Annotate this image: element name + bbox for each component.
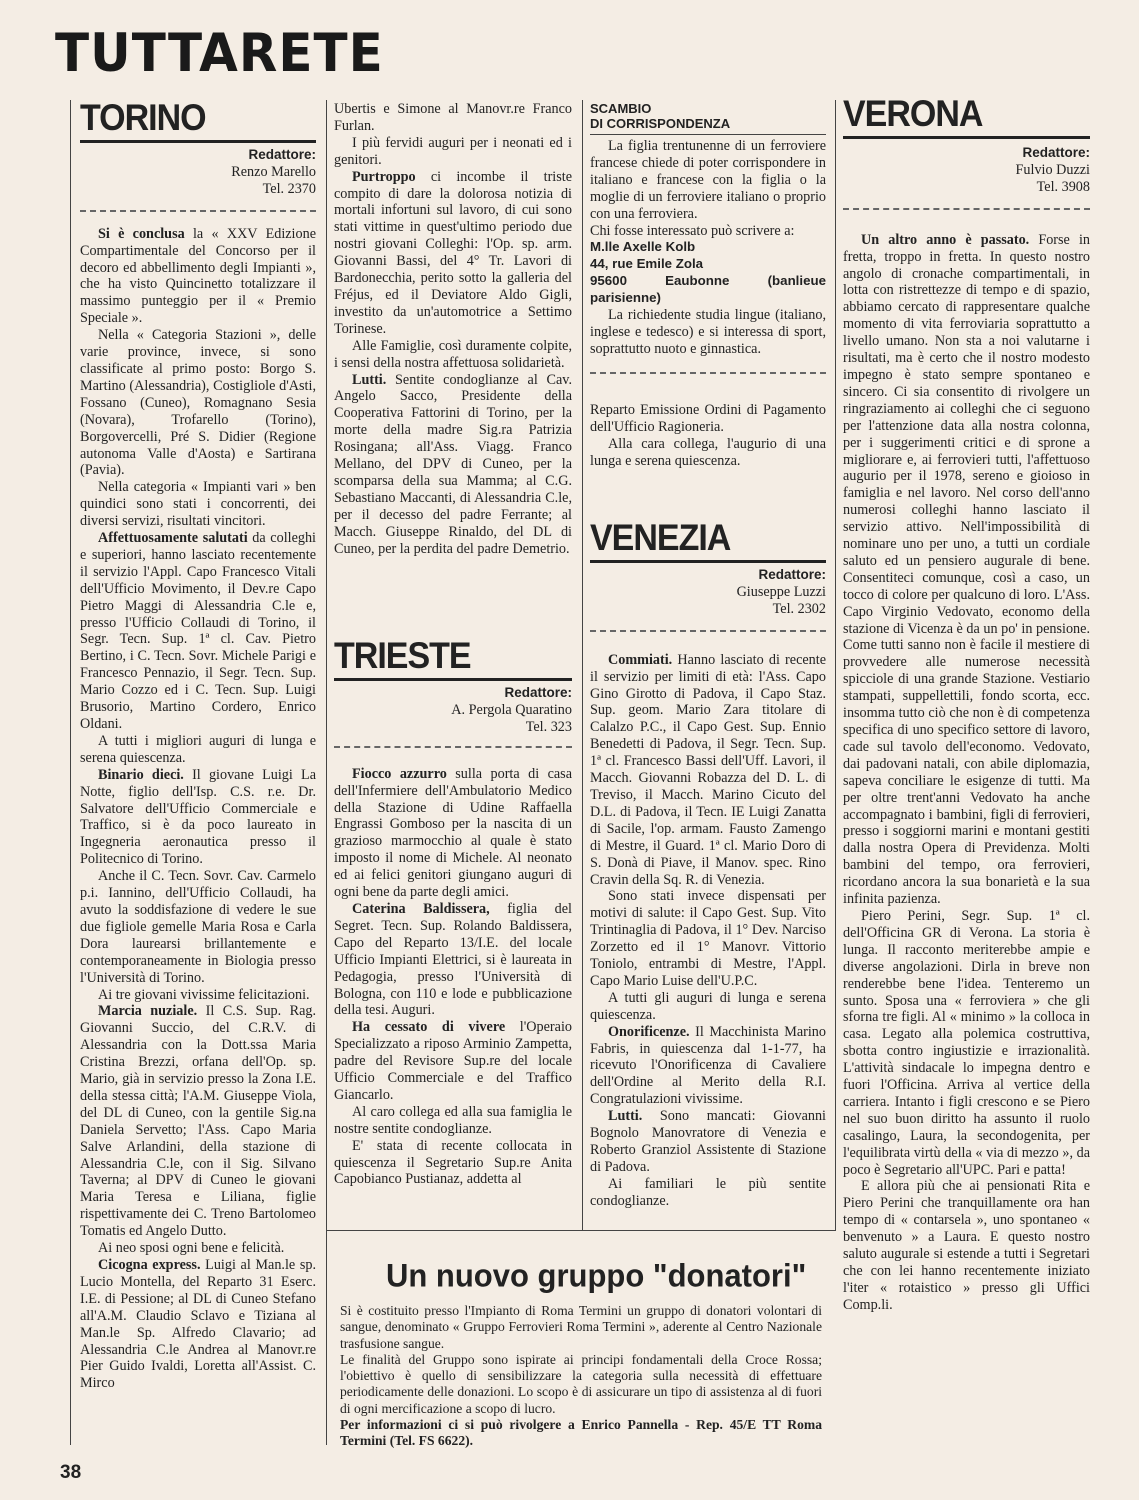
venezia-p4-lead: Onorificenze.: [608, 1023, 690, 1040]
box-rule-top: [326, 1230, 836, 1231]
torino-editor-label: Redattore:: [248, 147, 316, 162]
torino-article-cicogna: [80, 1257, 316, 1392]
torino-article-marcia: [80, 1003, 316, 1240]
col2-article-purtroppo: [334, 169, 572, 338]
trieste-p1-text: sulla porta di casa dell'Infermiere dell'Ambulatorio Medico della Stazione di Udine Raffaella Engrassi Gomboso per la nascita di un grazioso marmocchio al quale è stato imposto il nome di Michele. Al neonato ed ai felici genitori giungano auguri di ogni bene da parte degli amici.: [334, 765, 572, 901]
trieste-section: [334, 635, 572, 1188]
torino-article-saluti: [80, 530, 316, 733]
scambio-address-3: 95600 Eaubonne (banlieue parisienne): [590, 273, 826, 306]
scambio-heading-2: DI CORRISPONDENZA: [590, 116, 731, 131]
venezia-p6: Ai familiari le più sentite condoglianze.: [590, 1175, 826, 1209]
venezia-editor-label: Redattore:: [758, 567, 826, 582]
verona-editor: [843, 145, 1090, 196]
torino-section: [80, 97, 317, 1392]
torino-p8: Ai tre giovani vivissime felicitazioni.: [98, 986, 310, 1003]
scambio-address-2: 44, rue Emile Zola: [590, 256, 704, 272]
torino-p4-lead: Affettuosamente salutati: [98, 530, 248, 547]
trieste-editor-label: Redattore:: [504, 685, 572, 700]
scambio-section: [590, 101, 826, 469]
trieste-editor-name: A. Pergola Quaratino: [451, 701, 572, 718]
verona-title: VERONA: [843, 93, 983, 135]
venezia-editor-tel: Tel. 2302: [772, 600, 826, 617]
torino-article-concorso: [80, 226, 316, 327]
venezia-article-onorificenze: [590, 1024, 826, 1109]
masthead: TUTTARETE: [55, 22, 384, 84]
page-number: 38: [60, 1462, 82, 1483]
scambio-bottom-rule: [590, 372, 826, 374]
verona-editor-tel: Tel. 3908: [1036, 178, 1090, 195]
venezia-editor: [590, 567, 826, 618]
torino-p4-text: da colleghi e superiori, hanno lasciato recentemente il servizio l'Appl. Capo Francesco Vitali dell'Ufficio Movimento, il Dev.re Capo Pietro Maggi di Alessandria C.le e, presso l'Ufficio Collaudi di Torino, il Segr. Tecn. Sup. 1ª cl. Cav. Pietro Bertino, i C. Tecn. Sovr. Michele Parigi e Francesco Pennazio, il Segr. Tecn. Sup. Mario Cozzo ed i C. Tecn. Sup. Luigi Brusorio, Martino Cordero, Enrico Oldani.: [80, 530, 317, 732]
column-rule-2: [326, 100, 327, 1445]
verona-title-rule: [843, 136, 1090, 139]
torino-editor-name: Renzo Marello: [231, 163, 316, 180]
venezia-p4-text: Il Macchinista Marino Fabris, in quiescenza dal 1-1-77, ha ricevuto l'Onorificenza di Cavaliere dell'Ordine al Merito della R.I. Congratulazioni vivissime.: [590, 1023, 826, 1108]
torino-continuation: [334, 101, 572, 557]
torino-p10: Ai neo sposi ogni bene e felicità.: [98, 1240, 285, 1257]
trieste-editor-rule: [334, 746, 572, 748]
torino-editor-rule: [80, 210, 316, 212]
torino-p11-text: Luigi al Man.le sp. Lucio Montella, del Reparto 31 Eserc. I.E. di Pessione; al DL di Cuneo Stefano all'A.M. Claudio Sclavo e Tiziana al Man.le Sp. Alfredo Clavario; ad Alessandria C.le Andrea al Manovr.re Pier Guido Ivaldi, Loretta all'Assist. C. Mirco: [80, 1257, 316, 1392]
trieste-continuation-p1: Reparto Emissione Ordini di Pagamento dell'Ufficio Ragioneria.: [590, 401, 826, 435]
column-rule-3: [582, 100, 583, 1230]
venezia-p5-lead: Lutti.: [608, 1108, 643, 1125]
torino-p6-text: Il giovane Luigi La Notte, figlio dell'Isp. C.S. r.e. Dr. Salvatore dell'Ufficio Commerciale e Traffico, si è da poco laureato in Ingegneria aeronautica presso il Politecnico di Torino.: [80, 766, 316, 868]
verona-editor-name: Fulvio Duzzi: [1015, 161, 1090, 178]
donatori-p1: Si è costituito presso l'Impianto di Roma Termini un gruppo di donatori volontari di sangue, denominato « Gruppo Ferrovieri Roma Termini », aderente al Centro Nazionale trasfusione sangue.: [340, 1303, 822, 1351]
torino-p1-text: la « XXV Edizione Compartimentale del Concorso per il decoro ed abbellimento degli Impianti », che ha visto Quincinetto totalizzare il massimo punteggio per il « Premio Speciale ».: [80, 225, 316, 327]
venezia-editor-rule: [590, 630, 826, 632]
trieste-editor: [334, 685, 572, 736]
col2-p5-lead: Lutti.: [352, 371, 387, 388]
torino-p3: Nella categoria « Impianti vari » ben quindici sono stati i concorrenti, dei diversi servizi, risultati vincitori.: [80, 479, 316, 530]
col2-p2: I più fervidi auguri per i neonati ed i genitori.: [334, 134, 572, 168]
verona-p1-text: Forse in fretta, troppo in fretta. In questo nostro angolo di cronache compartimentali, in lotta con ristrettezze di tempo e di spazio, abbiamo cercato di rappresentare qualche momento di vita ferroviaria soprattutto a livello umano. Non sta a noi valutarne i risultati, ma è certo che il nostro modesto impegno è stato sempre spontaneo e sincero. Ci sia consentito di rivolgere un ringraziamento ai colleghi che ci seguono per l'attenzione data alla nostra colonna, per i suggerimenti critici e di sprone a migliorare e, ai ferrovieri tutti, l'affettuoso augurio per il 1978, sereno e gioioso in famiglia e nel lavoro. Nel corso dell'anno numerosi colleghi hanno lasciato il servizio attivo. Nell'impossibilità di nominare uno per uno, a tutti un cordiale saluto ed un pensiero augurale di bene. Consentiteci comunque, così a caso, un tocco di colore per qualcuno di loro. L'Ass. Capo Virginio Vedovato, economo della stazione di Vicenza è da un po' in pensione. Come tutti sanno non è facile il mestiere di provvedere alle numerose necessità spicciole di una grande Stazione. Vestiario stampati, suppellettili, fondo scorta, ecc. insomma tutto ciò che non è di competenza specifica di uno specifico settore di lavoro, cade sul tavolo dell'economo. Vedovato, dai padovani natali, con abile diplomazia, sapeva conciliare le esigenze di tutti. Ma per oltre trent'anni Vedovato ha anche accompagnato i bambini, figli di ferrovieri, presso i soggiorni marini e montani gestiti dalla nostra Opera di Previdenza. Molti bambini del tempo, ora ferrovieri, ricordano ancora la sua bonarietà e la sua infinita pazienza.: [843, 231, 1090, 908]
venezia-p3: A tutti gli auguri di lunga e serena quiescenza.: [590, 989, 826, 1023]
venezia-title-rule: [590, 560, 826, 563]
venezia-article-lutti: [590, 1108, 826, 1176]
torino-p11-lead: Cicogna express.: [98, 1257, 201, 1273]
scambio-p3: La richiedente studia lingue (italiano, inglese e tedesco) e si interessa di sport, soprattutto nuoto e ginnastica.: [590, 307, 826, 357]
torino-p1-lead: Si è conclusa: [98, 225, 185, 242]
trieste-p1-lead: Fiocco azzurro: [352, 765, 447, 782]
venezia-p5-text: Sono mancati: Giovanni Bognolo Manovratore di Venezia e Roberto Granziol Assistente di Stazione di Padova.: [590, 1108, 826, 1175]
col2-p1: Ubertis e Simone al Manovr.re Franco Furlan.: [334, 101, 572, 134]
venezia-title: VENEZIA: [590, 517, 731, 559]
scambio-p1: La figlia trentunenne di un ferroviere francese chiede di poter corrispondere in italiano e francese con la figlia o la moglie di un ferroviere italiano o proprio con una ferroviera.: [590, 138, 826, 222]
col2-p3-lead: Purtroppo: [352, 168, 416, 185]
torino-p7: Anche il C. Tecn. Sovr. Cav. Carmelo p.i. Iannino, dell'Ufficio Collaudi, ha avuto la soddisfazione di vedere le sue due figliole gemelle Maria Rosa e Carla Dora laurearsi brillantemente e contemporaneamente in Biologia presso l'Università di Torino.: [80, 868, 316, 986]
column-rule-4: [835, 100, 836, 1230]
verona-editor-label: Redattore:: [1022, 145, 1090, 160]
trieste-editor-tel: Tel. 323: [525, 718, 572, 735]
venezia-p1-text: Hanno lasciato di recente il servizio per limiti di età: l'Ass. Capo Gino Girotto di Padova, il Capo Staz. Sup. geom. Mario Zara titolare di Calalzo P.C., il Capo Gest. Sup. Ennio Benedetti di Padova, il Segr. Tecn. Sup. 1ª cl. Francesco Bassi dell'Uff. Lavori, il Macch. Giovanni Robazza del D. L. di Treviso, il Macch. Marino Cicuto del D.L. di Padova, il Tecn. IE Luigi Zanatta di Sacile, l'op. armam. Fausto Zamengo di Mestre, il Guard. 1ª cl. Mario Doro di S. Donà di Piave, il Manov. spec. Rino Cravin della Sq. R. di Venezia.: [590, 651, 826, 888]
torino-p6-lead: Binario dieci.: [98, 766, 184, 783]
torino-article-binario: [80, 767, 316, 868]
scambio-heading-1: SCAMBIO: [590, 101, 652, 116]
trieste-p5: E' stata di recente collocata in quiescenza il Segretario Sup.re Anita Capobianco Pustianaz, addetta al: [334, 1137, 572, 1188]
donatori-p2: Le finalità del Gruppo sono ispirate ai principi fondamentali della Croce Rossa; l'obiettivo è quello di sensibilizzare la categoria sulla necessità di effettuare periodicamente delle donazioni. Lo scopo è di assicurare un tipo di assistenza al di fuori di ogni mercificazione a scopo di lucro.: [340, 1351, 822, 1416]
donatori-title: Un nuovo gruppo "donatori": [386, 1257, 807, 1294]
scambio-address-1: M.lle Axelle Kolb: [590, 239, 696, 255]
verona-article-anno: [843, 232, 1090, 908]
torino-p9-text: Il C.S. Sup. Rag. Giovanni Succio, del C.R.V. di Alessandria con la Dott.ssa Maria Cristina Brezzi, orfana dell'Op. sp. Mario, già in servizio presso la Zona I.E. della stessa città; l'A.M. Giuseppe Viola, del DL di Cuneo, con la gentile Sig.na Daniela Servetto; l'Ass. Capo Maria Salve Arlandini, della stazione di Alessandria C.le, con il Sig. Silvano Taverna; al DPV di Cuneo le giovani Maria Teresa e Liliana, figlie rispettivamente dei C. Treno Bartolomeo Tomatis ed Angelo Dutto.: [80, 1003, 317, 1240]
venezia-section: [590, 517, 826, 1210]
col2-p3-text: ci incombe il triste compito di dare la dolorosa notizia di mortali infortuni sul lavoro, di cui sono stati vittime in quest'ultimo periodo due nostri giovani Colleghi: l'Op. sp. arm. Giovanni Bassi, del 4° Tr. Lavori di Bardonecchia, perito sotto la galleria del Fréjus, ed il Deviatore Aldo Gigli, investito da un'automotrice a Settimo Torinese.: [334, 168, 572, 337]
donatori-contact: Per informazioni ci si può rivolgere a Enrico Pannella - Rep. 45/E TT Roma Termini (Tel. FS 6622).: [340, 1417, 822, 1449]
verona-p1-lead: Un altro anno è passato.: [861, 231, 1030, 248]
donatori-article: [340, 1303, 822, 1450]
trieste-article-cessato: [334, 1019, 572, 1104]
trieste-p3-lead: Ha cessato di vivere: [352, 1019, 506, 1036]
torino-title-rule: [80, 140, 316, 143]
torino-p2: Nella « Categoria Stazioni », delle varie province, invece, si sono classificate al primo posto: Borgo S. Martino (Alessandria), Costigliole d'Asti, Fossano (Cuneo), Romagnano Sesia (Novara), Trofarello (Torino), Borgovercelli, Pré S. Didier (Regione autonoma Valle d'Aosta) e Sartirana (Pavia).: [80, 327, 316, 479]
trieste-continuation-p2: Alla cara collega, l'augurio di una lunga e serena quiescenza.: [590, 435, 826, 469]
trieste-title-rule: [334, 678, 572, 681]
verona-editor-rule: [843, 208, 1090, 210]
trieste-p3-text: l'Operaio Specializzato a riposo Arminio Zampetta, padre del Revisore Sup.re del locale Ufficio Commerciale e del Traffico Giancarlo.: [334, 1019, 572, 1103]
venezia-p1-lead: Commiati.: [608, 651, 673, 668]
torino-editor-tel: Tel. 2370: [262, 180, 316, 197]
trieste-p4: Al caro collega ed alla sua famiglia le nostre sentite condoglianze.: [334, 1103, 572, 1137]
verona-p2: Piero Perini, Segr. Sup. 1ª cl. dell'Officina GR di Verona. La storia è lunga. Il racconto meriterebbe ampie e diverse angolazioni. Dirla in breve non renderebbe bene l'idea. Tenteremo un sunto. Sposa una « ferroviera » che gli sforna tre figli. Al « minimo » la colloca in casa. Legato alla polemica costruttiva, sbotta contro ingiustizie e irrazionalità. L'attività sindacale lo impegna dentro e fuori l'Officina. Arriva al vertice della carriera. Intanto i figli crescono e se Piero nel suo buon diritto ha assunto il ruolo casalingo, Laura, la secondogenita, per l'equilibrata virtù della « via di mezzo », da poco è Segretario all'UPC. Pari e patta!: [843, 907, 1090, 1178]
venezia-p2: Sono stati invece dispensati per motivi di salute: il Capo Gest. Sup. Vito Trintinaglia di Padova, il 1° Dev. Narciso Zorzetto ed il 1° Manovr. Vittorio Toniolo, entrambi di Mestre, l'Appl. Capo Mario Luise dell'U.P.C.: [590, 888, 826, 989]
trieste-title: TRIESTE: [334, 635, 471, 677]
col2-p5-text: Sentite condoglianze al Cav. Angelo Sacco, Presidente della Cooperativa Fattorini di Torino, per la morte della madre Sig.ra Patrizia Rosingana; all'Ass. Viagg. Franco Mellano, del DPV di Cuneo, per la scomparsa della sua Mamma; al C.G. Sebastiano Maccanti, di Alessandria C.le, per il decesso del padre Ferrante; al Macch. Giuseppe Rinaldo, del DL di Cuneo, per la perdita del padre Demetrio.: [334, 371, 572, 557]
column-rule-1: [70, 100, 71, 1445]
torino-p5: A tutti i migliori auguri di lunga e serena quiescenza.: [80, 732, 316, 766]
col2-p4: Alle Famiglie, così duramente colpite, i sensi della nostra affettuosa solidarietà.: [334, 337, 572, 371]
trieste-article-baldissera: [334, 901, 572, 1019]
venezia-editor-name: Giuseppe Luzzi: [736, 583, 826, 600]
scambio-p2: Chi fosse interessato può scrivere a:: [590, 222, 795, 239]
scambio-rule: [590, 134, 826, 135]
torino-title: TORINO: [80, 97, 206, 139]
trieste-p2-lead: Caterina Baldissera,: [352, 900, 490, 917]
col2-article-lutti: [334, 372, 572, 558]
torino-editor: [80, 147, 316, 198]
venezia-article-commiati: [590, 652, 826, 889]
verona-p3: E allora più che ai pensionati Rita e Piero Perini che tranquillamente ora han tempo di « contarsela », uno spontaneo « benvenuto » a Laura. E questo nostro saluto augurale si estende a tutti i Segretari che con lei hanno recentemente iniziato l'iter « rotaistico » presso gli Uffici Comp.li.: [843, 1178, 1090, 1313]
verona-section: [843, 93, 1090, 1314]
torino-p9-lead: Marcia nuziale.: [98, 1003, 198, 1020]
trieste-p2-text: figlia del Segret. Tecn. Sup. Rolando Baldissera, Capo del Reparto 13/I.E. del locale Ufficio Impianti Elettrici, si è laureata in Pedagogia, presso l'Università di Bologna, con 110 e lode e pubblicazione della tesi. Auguri.: [334, 900, 572, 1019]
trieste-article-fiocco: [334, 766, 572, 901]
